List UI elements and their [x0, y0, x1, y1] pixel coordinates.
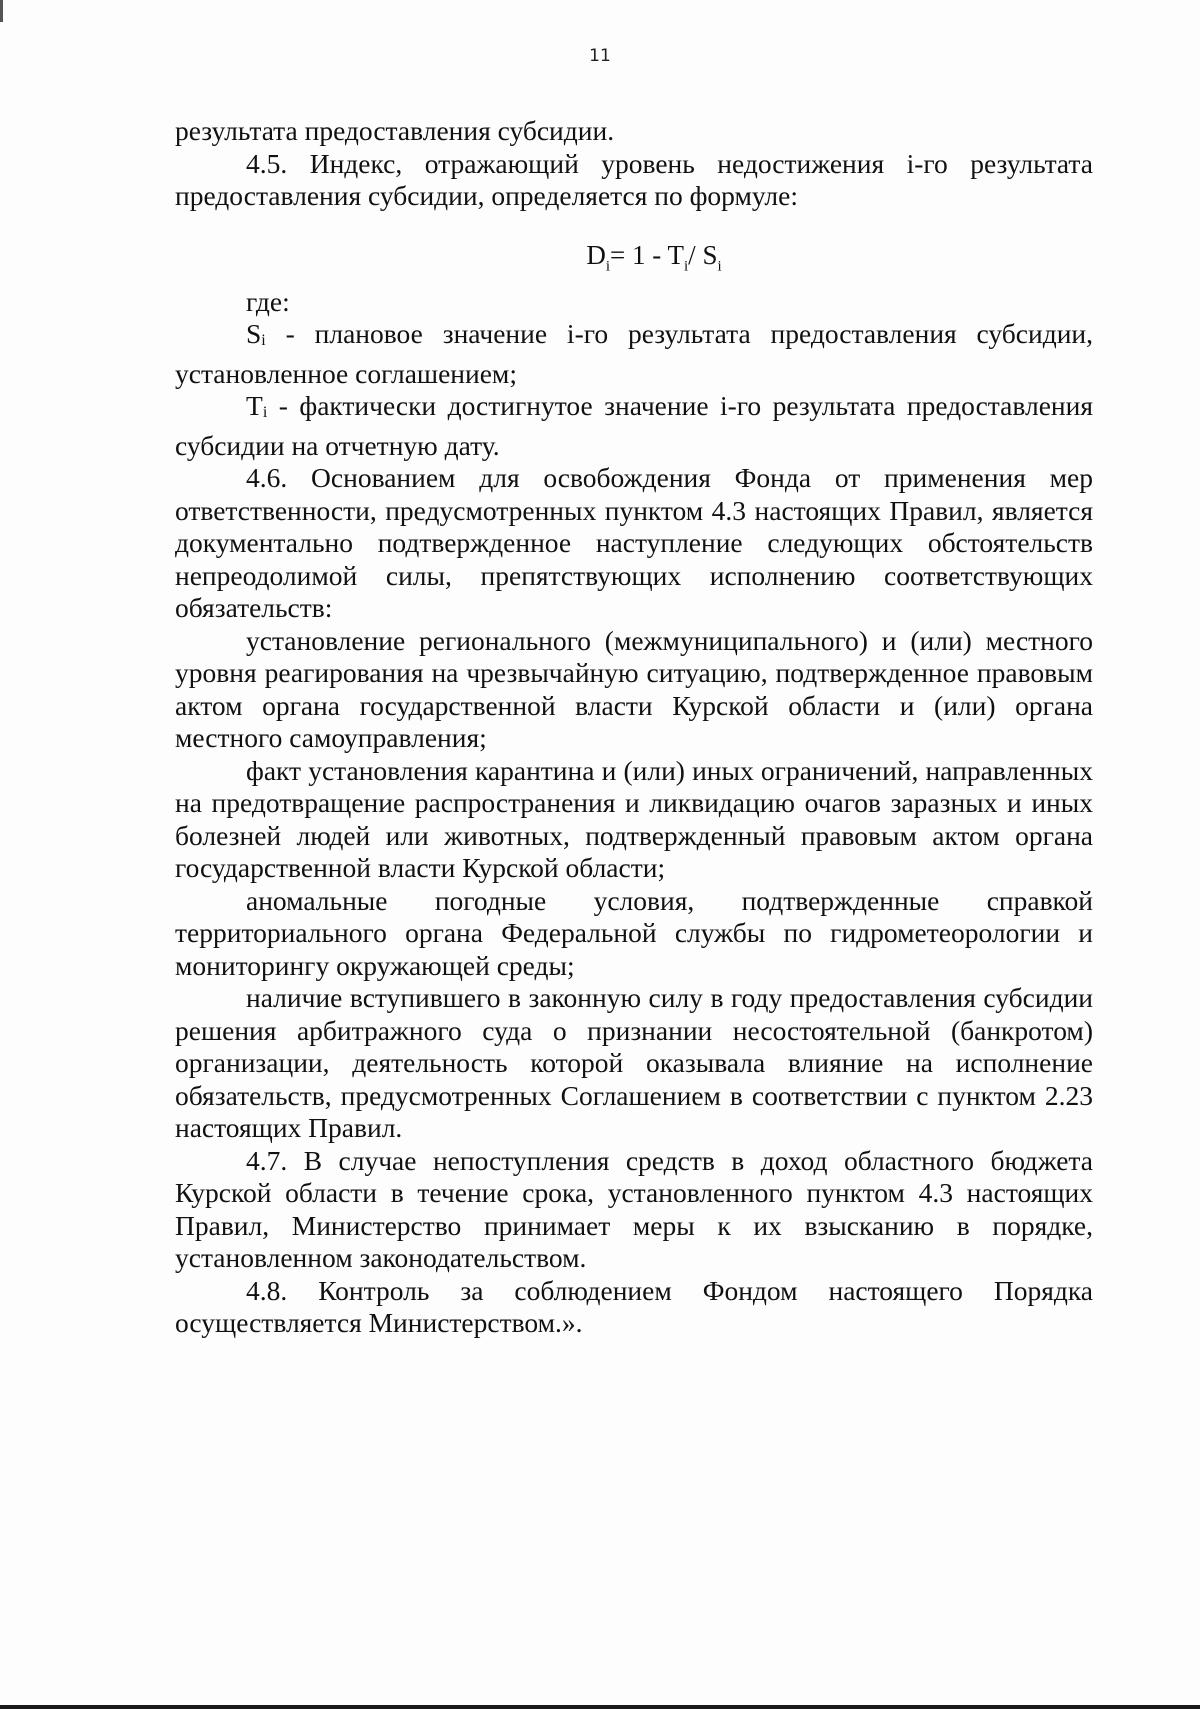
formula-t: T: [667, 239, 684, 270]
definition-t-sub: i: [262, 404, 268, 422]
definition-s-symbol: S: [246, 318, 262, 350]
definition-t-symbol: T: [246, 390, 263, 422]
circumstance-bankruptcy: наличие вступившего в законную силу в году предоставления субсидии решения арбитражного суда о признании несостоятельной (банкротом) организации, деятельность которой оказывала влияние на исполнение обязательств, предусмотренных Соглашением в соответствии с пунктом 2.23 настоящих Правил.: [175, 982, 1093, 1144]
definition-t: [175, 390, 1093, 462]
formula-slash: /: [688, 239, 703, 270]
formula-s: S: [702, 239, 718, 270]
paragraph-4-7: 4.7. В случае непоступления средств в доход областного бюджета Курской области в течение срока, установленного пунктом 4.3 настоящих Правил, Министерство принимает меры к их взысканию в порядке, установленном законодательством.: [175, 1144, 1093, 1274]
scan-edge-mark: [0, 0, 3, 22]
page-number: 11: [589, 46, 611, 66]
paragraph-4-6: 4.6. Основанием для освобождения Фонда от применения мер ответственности, предусмотренных пунктом 4.3 настоящих Правил, является документально подтвержденное наступление следующих обстоятельств непреодолимой силы, препятствующих исполнению соответствующих обязательств:: [175, 462, 1093, 624]
definition-s-sub: i: [261, 332, 266, 350]
formula-eq: = 1 -: [610, 239, 668, 270]
scan-bottom-edge: [0, 1705, 1200, 1709]
where-label: где:: [246, 285, 290, 317]
paragraph-continuation: результата предоставления субсидии.: [175, 115, 615, 146]
definition-s: [175, 318, 1093, 390]
document-body: [175, 115, 1093, 1340]
definition-t-text: - фактически достигнутое значение i-го результата предоставления субсидии на отчетную дату.: [175, 390, 1093, 461]
formula-s-sub: i: [717, 257, 722, 274]
definition-s-text: - плановое значение i-го результата предоставления субсидии, установленное соглашением;: [175, 318, 1093, 389]
paragraph-4-8: 4.8. Контроль за соблюдением Фондом настоящего Порядка осуществляется Министерством.».: [175, 1274, 1093, 1339]
formula: [175, 238, 1093, 283]
formula-d: D: [586, 239, 606, 270]
formula-d-sub: i: [605, 257, 611, 274]
paragraph-4-5: 4.5. Индекс, отражающий уровень недостижения i-го результата предоставления субсидии, определяется по формуле:: [175, 147, 1093, 211]
circumstance-emergency: установление регионального (межмуниципального) и (или) местного уровня реагирования на чрезвычайную ситуацию, подтвержденное правовым актом органа государственной власти Курской области и (или) органа местного самоуправления;: [175, 624, 1093, 754]
formula-t-sub: i: [684, 257, 689, 274]
circumstance-quarantine: факт установления карантина и (или) иных ограничений, направленных на предотвращение распространения и ликвидацию очагов заразных и иных болезней людей или животных, подтвержденный правовым актом органа государственной власти Курской области;: [175, 754, 1093, 884]
circumstance-weather: аномальные погодные условия, подтвержденные справкой территориального органа Федеральной службы по гидрометеорологии и мониторингу окружающей среды;: [175, 884, 1093, 981]
